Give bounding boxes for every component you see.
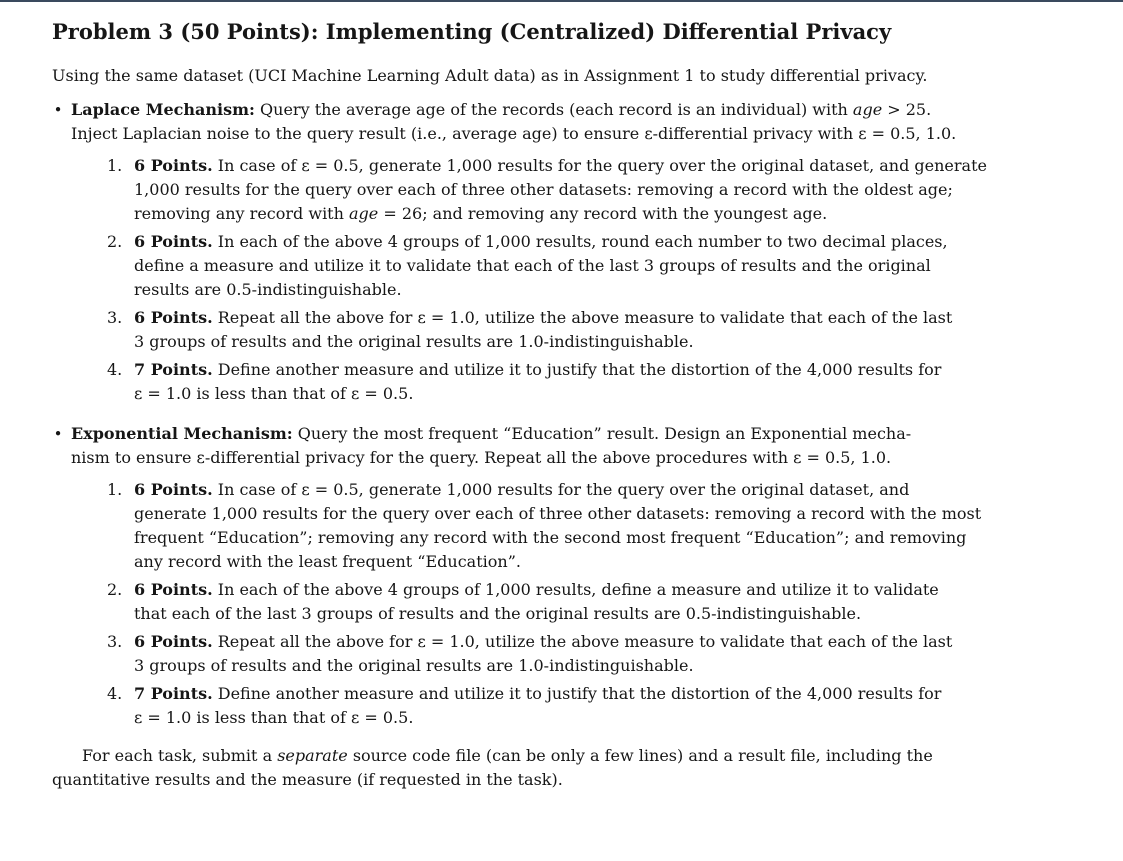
laplace-task-list [71,154,1012,406]
top-border [0,0,1123,2]
laplace-task-3: 3. 6 Points. Repeat all the above for ε = 1.0, utilize the above measure to validate that each of the last 3 groups of results and the original results are 1.0-indistinguishable. [107,308,953,351]
laplace-task-4: 4. 7 Points. Define another measure and utilize it to justify that the distortion of the 4,000 results for ε = 1.0 is less than that of ε = 0.5. [107,360,942,403]
exponential-task-1: 1. 6 Points. In case of ε = 0.5, generate 1,000 results for the query over the original dataset, and generate 1,000 results for the query over each of three other datasets: removing a record with the most frequent “Education”; removing any record with the second most frequent “Education”; and removing any record with the least frequent “Education”. [107,480,982,571]
exponential-heading: Exponential Mechanism: [71,424,293,443]
laplace-task-1: 1. 6 Points. In case of ε = 0.5, generate 1,000 results for the query over the original dataset, and generate 1,000 results for the query over each of three other datasets: removing a record with the oldest age; removing any record with age = 26; and removing any record with the youngest age. [107,156,987,223]
laplace-line-2: Inject Laplacian noise to the query result (i.e., average age) to ensure ε-differential privacy with ε = 0.5, 1.0. [71,124,957,143]
exponential-task-4: 4. 7 Points. Define another measure and utilize it to justify that the distortion of the 4,000 results for ε = 1.0 is less than that of ε = 0.5. [107,684,942,727]
document-page [52,14,1012,792]
laplace-section [52,98,1012,406]
exponential-task-list [71,478,1012,730]
laplace-line-1: Laplace Mechanism: Query the average age of the records (each record is an individual) with age > 25. [71,100,932,119]
bullet-icon: • [53,101,63,119]
exponential-line-2: nism to ensure ε-differential privacy for the query. Repeat all the above procedures with ε = 0.5, 1.0. [71,448,892,467]
submission-instructions: For each task, submit a separate source code file (can be only a few lines) and a result file, including the quantitative results and the measure (if requested in the task). [52,746,933,789]
exponential-section [52,422,1012,730]
exponential-line-1: Exponential Mechanism: Query the most frequent “Education” result. Design an Exponential mecha- [71,424,912,443]
bullet-icon: • [53,425,63,443]
intro-paragraph: Using the same dataset (UCI Machine Learning Adult data) as in Assignment 1 to study differential privacy. [52,66,928,85]
exponential-task-2: 2. 6 Points. In each of the above 4 groups of 1,000 results, define a measure and utilize it to validate that each of the last 3 groups of results and the original results are 0.5-indistinguishable. [107,580,939,623]
problem-title: Problem 3 (50 Points): Implementing (Centralized) Differential Privacy [52,19,892,44]
exponential-task-3: 3. 6 Points. Repeat all the above for ε = 1.0, utilize the above measure to validate that each of the last 3 groups of results and the original results are 1.0-indistinguishable. [107,632,953,675]
laplace-task-2: 2. 6 Points. In each of the above 4 groups of 1,000 results, round each number to two decimal places, define a measure and utilize it to validate that each of the last 3 groups of results and the original results are 0.5-indistinguishable. [107,232,948,299]
laplace-heading: Laplace Mechanism: [71,100,255,119]
